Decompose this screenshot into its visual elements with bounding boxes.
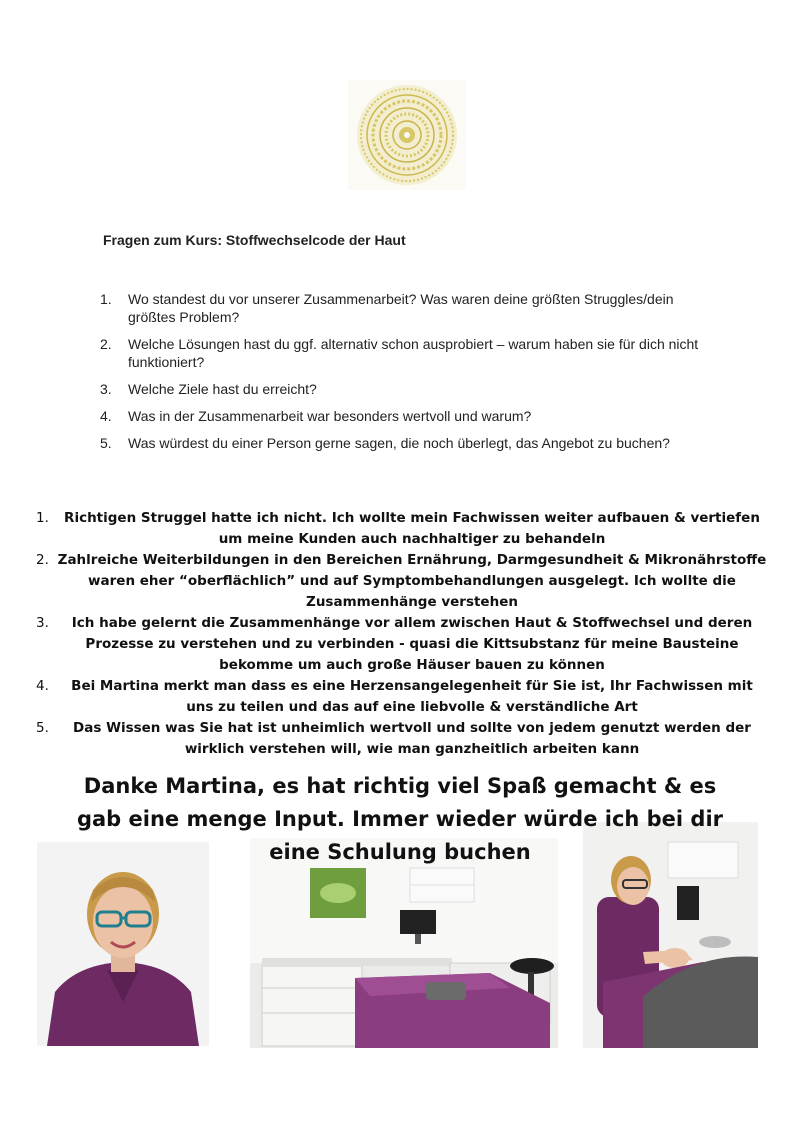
question-text: Was würdest du einer Person gerne sagen, die noch überlegt, das Angebot zu buchen?: [128, 435, 670, 451]
question-number: 1.: [100, 291, 112, 307]
answer-text: Richtigen Struggel hatte ich nicht. Ich wollte mein Fachwissen weiter aufbauen & vertiefen um meine Kunden auch nachhaltiger zu behandeln: [64, 510, 760, 547]
treatment-room-photo: [250, 838, 558, 1048]
question-item: [100, 434, 700, 452]
question-text: Wo standest du vor unserer Zusammenarbeit? Was waren deine größten Struggles/dein größtes Problem?: [128, 291, 674, 325]
answer-item: [36, 676, 768, 718]
question-number: 4.: [100, 408, 112, 424]
question-item: [100, 290, 700, 326]
answer-number: 5.: [36, 720, 49, 736]
question-item: [100, 407, 700, 425]
question-item: [100, 335, 700, 371]
answer-item: [36, 613, 768, 676]
question-text: Was in der Zusammenarbeit war besonders wertvoll und warum?: [128, 408, 532, 424]
questions-list: [100, 290, 700, 461]
answer-text: Das Wissen was Sie hat ist unheimlich wertvoll und sollte von jedem genutzt werden der wirklich verstehen will, wie man ganzheitlich arbeiten kann: [73, 720, 751, 757]
answer-number: 4.: [36, 678, 49, 694]
question-item: [100, 380, 700, 398]
questions-title: Fragen zum Kurs: Stoffwechselcode der Haut: [103, 232, 406, 248]
thanks-message: Danke Martina, es hat richtig viel Spaß gemacht & es gab eine menge Input. Immer wieder würde ich bei dir eine Schulung buchen: [76, 774, 724, 864]
question-number: 5.: [100, 435, 112, 451]
answer-item: [36, 718, 768, 760]
question-text: Welche Ziele hast du erreicht?: [128, 381, 317, 397]
answer-number: 1.: [36, 510, 49, 526]
question-number: 3.: [100, 381, 112, 397]
portrait-photo: [37, 842, 209, 1046]
answer-text: Zahlreiche Weiterbildungen in den Bereichen Ernährung, Darmgesundheit & Mikronährstoffe waren eher “oberflächlich” und auf Symptombehandlungen ausgelegt. Ich wollte die Zusammenhänge verstehen: [57, 552, 767, 610]
question-text: Welche Lösungen hast du ggf. alternativ schon ausprobiert – warum haben sie für dich nicht funktioniert?: [128, 336, 699, 370]
answer-item: [36, 508, 768, 550]
answer-number: 2.: [36, 552, 49, 568]
question-number: 2.: [100, 336, 112, 352]
mandala-logo: [348, 80, 466, 190]
answer-text: Bei Martina merkt man dass es eine Herzensangelegenheit für Sie ist, Ihr Fachwissen mit uns zu teilen und das auf eine liebvolle & verständliche Art: [71, 678, 753, 715]
answer-number: 3.: [36, 615, 49, 631]
answer-text: Ich habe gelernt die Zusammenhänge vor allem zwischen Haut & Stoffwechsel und deren Prozesse zu verstehen und zu verbinden - quasi die Kittsubstanz für meine Bausteine bekomme um auch große Häuser bauen zu können: [71, 615, 753, 673]
answers-list: [36, 508, 768, 760]
answer-item: [36, 550, 768, 613]
